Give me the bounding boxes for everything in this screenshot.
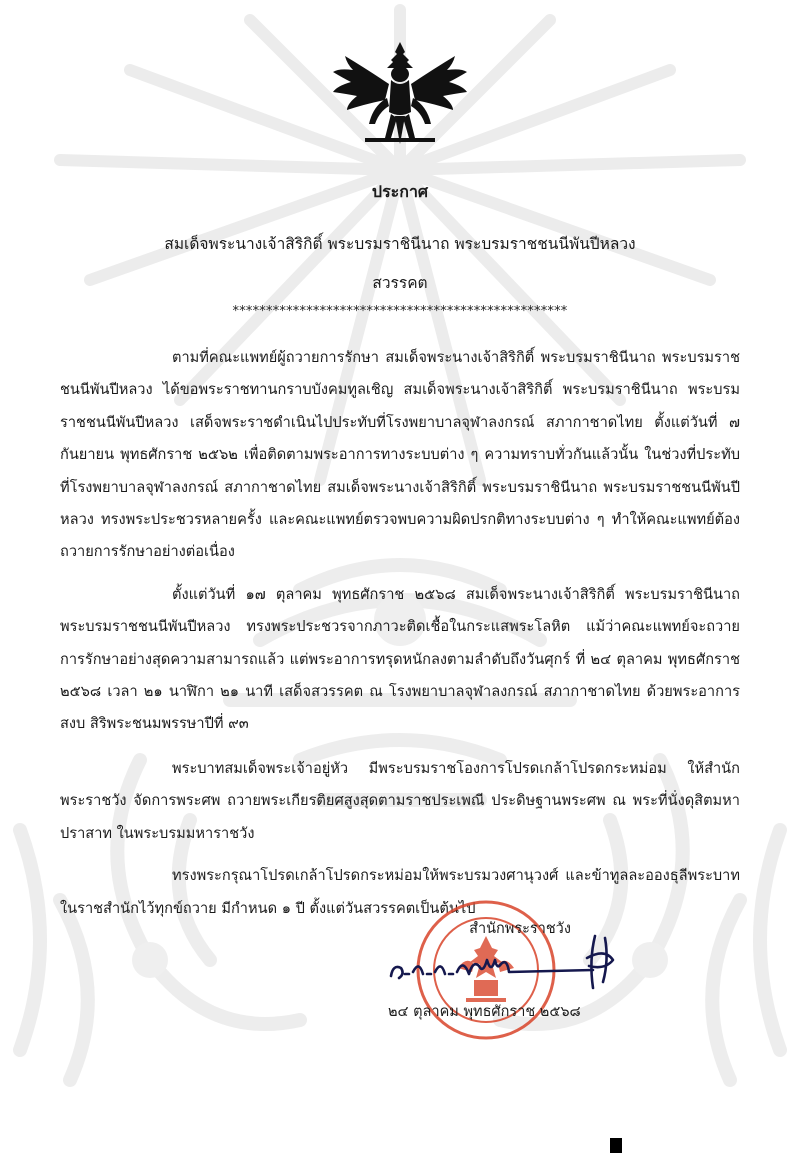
corner-mark [610, 1138, 622, 1153]
subtitle-line-2: สวรรคต [372, 274, 428, 292]
issue-date: ๒๔ ตุลาคม พุทธศักราช ๒๕๖๘ [388, 1004, 581, 1020]
issuer-name: สำนักพระราชวัง [469, 921, 571, 937]
garuda-emblem-icon [325, 38, 475, 150]
document-title: ประกาศ [371, 182, 429, 201]
divider-asterisks: ************************************************** [232, 304, 568, 319]
paragraph-4: ทรงพระกรุณาโปรดเกล้าโปรดกระหม่อมให้พระบรมวงศานุวงศ์ และข้าทูลละอองธุลีพระบาท ในราชสำนักไว้ทุกข์ถวาย มีกำหนด ๑ ปี ตั้งแต่วันสวรรคตเป็นต้นไป [60, 867, 740, 917]
paragraph-3: พระบาทสมเด็จพระเจ้าอยู่หัว มีพระบรมราชโองการโปรดเกล้าโปรดกระหม่อม ให้สำนักพระราชวัง จัดการพระศพ ถวายพระเกียรติยศสูงสุดตามราชประเพณี ประดิษฐานพระศพ ณ พระที่นั่งดุสิตมหาปราสาท ในพระบรมมหาราชวัง [60, 759, 740, 842]
paragraph-1: ตามที่คณะแพทย์ผู้ถวายการรักษา สมเด็จพระนางเจ้าสิริกิติ์ พระบรมราชินีนาถ พระบรมราชชนนีพันปีหลวง ได้ขอพระราชทานกราบบังคมทูลเชิญ สมเด็จพระนางเจ้าสิริกิติ์ พระบรมราชินีนาถ พระบรมราชชนนีพันปีหลวง เสด็จพระราชดำเนินไปประทับที่โรงพยาบาลจุฬาลงกรณ์ สภากาชาดไทย ตั้งแต่วันที่ ๗ กันยายน พุทธศักราช ๒๕๖๒ เพื่อติดตามพระอาการทางระบบต่าง ๆ ความทราบทั่วกันแล้วนั้น ในช่วงที่ประทับที่โรงพยาบาลจุฬาลงกรณ์ สภากาชาดไทย สมเด็จพระนางเจ้าสิริกิติ์ พระบรมราชินีนาถ พระบรมราชชนนีพันปีหลวง ทรงพระประชวรหลายครั้ง และคณะแพทย์ตรวจพบความผิดปรกติทางระบบต่าง ๆ ทำให้คณะแพทย์ต้องถวายการรักษาอย่างต่อเนื่อง [60, 349, 740, 561]
announcement-body [60, 342, 740, 925]
paragraph-2: ตั้งแต่วันที่ ๑๗ ตุลาคม พุทธศักราช ๒๕๖๘ สมเด็จพระนางเจ้าสิริกิติ์ พระบรมราชินีนาถ พระบรมราชชนนีพันปีหลวง ทรงพระประชวรจากภาวะติดเชื้อในกระแสพระโลหิต แม้ว่าคณะแพทย์จะถวายการรักษาอย่างสุดความสามารถแล้ว แต่พระอาการทรุดหนักลงตามลำดับถึงวันศุกร์ ที่ ๒๔ ตุลาคม พุทธศักราช ๒๕๖๘ เวลา ๒๑ นาฬิกา ๒๑ นาที เสด็จสวรรคต ณ โรงพยาบาลจุฬาลงกรณ์ สภากาชาดไทย ด้วยพระอาการสงบ สิริพระชนมพรรษาปีที่ ๙๓ [60, 585, 740, 733]
subtitle-line-1: สมเด็จพระนางเจ้าสิริกิติ์ พระบรมราชินีนาถ พระบรมราชชนนีพันปีหลวง [164, 235, 636, 253]
